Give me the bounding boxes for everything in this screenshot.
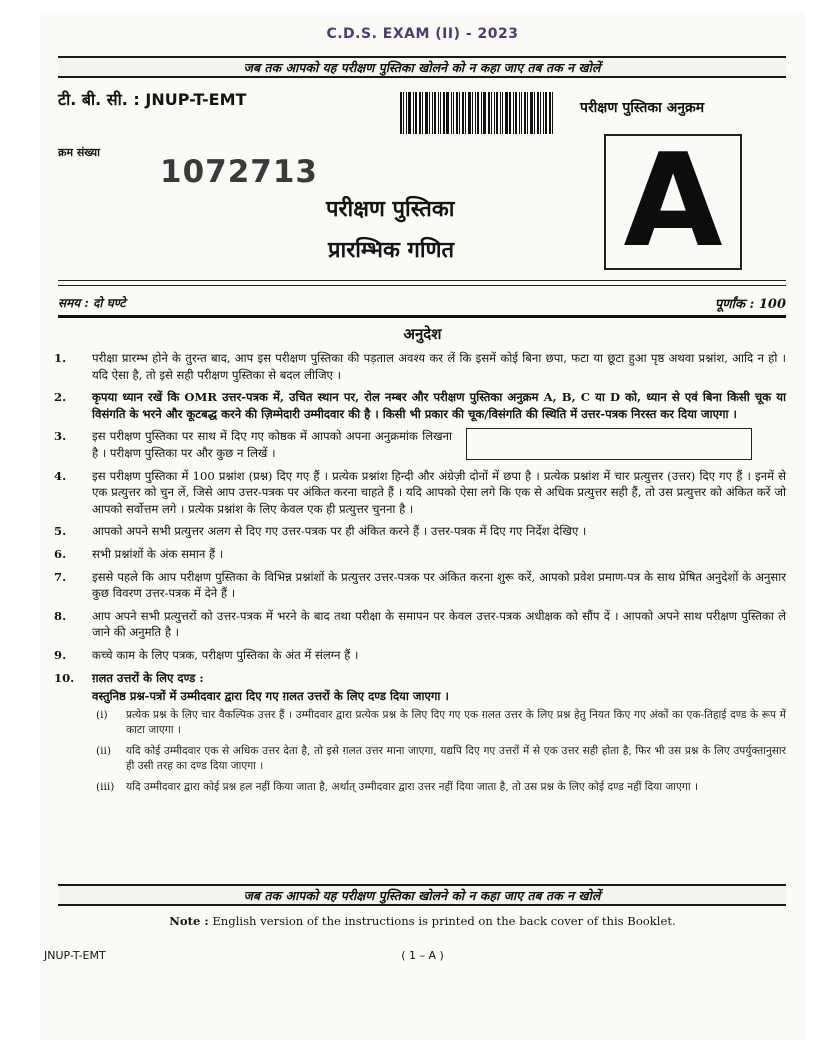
barcode-bar <box>509 92 511 134</box>
barcode-bar <box>552 92 553 134</box>
barcode-bar <box>540 92 541 134</box>
barcode-bar <box>524 92 526 134</box>
instruction-text: आप अपने सभी प्रत्युत्तरों को उत्तर-पत्रक में भरने के बाद तथा परीक्षा के समापन पर केवल उत्तर-पत्रक अधीक्षक को सौंप दें । आपको अपने साथ परीक्षण पुस्तिका ले जाने की अनुमति है । <box>92 608 786 640</box>
barcode-bar <box>459 92 460 134</box>
instruction-item <box>54 523 786 540</box>
divider <box>58 315 786 318</box>
barcode-bar <box>521 92 522 134</box>
barcode-bar <box>425 92 428 134</box>
instruction-item <box>54 350 786 383</box>
booklet-title: परीक्षण पुस्तिका <box>326 196 455 222</box>
barcode-bar <box>505 92 508 134</box>
divider <box>58 285 786 286</box>
barcode-bar <box>419 92 421 134</box>
barcode-bar <box>545 92 547 134</box>
penalty-intro <box>54 688 786 705</box>
bottom-warning-band: जब तक आपको यह परीक्षण पुस्तिका खोलने को न कहा जाए तब तक न खोलें <box>58 884 786 906</box>
barcode-bar <box>491 92 492 134</box>
barcode-bar <box>549 92 551 134</box>
penalty-list <box>54 708 786 795</box>
barcode-bar <box>502 92 503 134</box>
barcode-bar <box>465 92 466 134</box>
penalty-number: (i) <box>96 708 108 721</box>
instruction-text: सभी प्रश्नांशों के अंक समान हैं । <box>92 546 224 561</box>
penalty-item <box>92 708 786 738</box>
instruction-number: 3. <box>54 429 67 444</box>
barcode-bar <box>451 92 452 134</box>
instruction-number: 9. <box>54 647 67 662</box>
instruction-item <box>54 670 786 687</box>
english-version-note <box>40 914 805 928</box>
instruction-text: ग़लत उत्तरों के लिए दण्ड : <box>92 670 204 685</box>
penalty-text: यदि उम्मीदवार द्वारा कोई प्रश्न हल नहीं किया जाता है, अर्थात् उम्मीदवार द्वारा उत्तर नहीं दिया जाता है, तो उस प्रश्न के लिए कोई दण्ड नहीं दिया जाएगा । <box>126 780 698 793</box>
series-letter: A <box>623 127 723 276</box>
top-warning-band: जब तक आपको यह परीक्षण पुस्तिका खोलने को न कहा जाए तब तक न खोलें <box>58 56 786 78</box>
barcode-bar <box>494 92 495 134</box>
instruction-item <box>54 569 786 602</box>
barcode-bar <box>443 92 445 134</box>
penalty-text: यदि कोई उम्मीदवार एक से अधिक उत्तर देता है, तो इसे ग़लत उत्तर माना जाएगा, यद्यपि दिए गए उत्तरों में से एक उत्तर सही होता है, फिर भी उस प्रश्न के लिए उपर्युक्तानुसार ही उसी तरह का दण्ड दिया जाएगा । <box>126 744 786 772</box>
barcode-bar <box>500 92 501 134</box>
barcode-bar <box>440 92 441 134</box>
barcode-bar <box>534 92 535 134</box>
barcode-bar <box>488 92 490 134</box>
penalty-text: प्रत्येक प्रश्न के लिए चार वैकल्पिक उत्तर हैं । उम्मीदवार द्वारा प्रत्येक प्रश्न के लिए दिए गए एक ग़लत उत्तर के लिए प्रश्न हेतु नियत किए गए अंकों का एक-तिहाई दण्ड के रूप में काटा जाएगा । <box>126 708 786 736</box>
serial-number: 1072713 <box>160 154 318 190</box>
barcode-bar <box>422 92 423 134</box>
note-text: English version of the instructions is printed on the back cover of this Booklet. <box>212 914 676 928</box>
serial-label: क्रम संख्या <box>58 146 100 159</box>
barcode-bar <box>413 92 414 134</box>
barcode-bar <box>515 92 517 134</box>
instruction-item <box>54 468 786 518</box>
penalty-intro-text: वस्तुनिष्ठ प्रश्न-पत्रों में उम्मीदवार द्वारा दिए गए ग़लत उत्तरों के लिए दण्ड दिया जाएगा । <box>92 689 449 704</box>
instruction-text: इससे पहले कि आप परीक्षण पुस्तिका के विभिन्न प्रश्नांशों के प्रत्युत्तर उत्तर-पत्रक पर अंकित करना शुरू करें, आपको प्रवेश प्रमाण-पत्र के साथ प्रेषित अनुदेशों के अनुसार कुछ विवरण उत्तर-पत्रक में देने हैं । <box>92 569 786 601</box>
roll-number-box[interactable] <box>466 428 752 460</box>
booklet-cover-page <box>40 12 805 1040</box>
barcode-bar <box>456 92 458 134</box>
instruction-item <box>54 647 786 664</box>
barcode-bar <box>406 92 407 134</box>
booklet-sequence-label: परीक्षण पुस्तिका अनुक्रम <box>580 100 705 116</box>
instruction-text: कृपया ध्यान रखें कि OMR उत्तर-पत्रक में, उचित स्थान पर, रोल नम्बर और परीक्षण पुस्तिका अनुक्रम A, B, C या D को, ध्यान से एवं बिना किसी चूक या विसंगति के भरने और कूटबद्ध करने की ज़िम्मेदारी उम्मीदवार की है । किसी भी प्रकार की चूक/विसंगति की स्थिति में उत्तर-पत्रक निरस्त कर दिया जाएगा । <box>92 390 786 421</box>
barcode-bar <box>481 92 482 134</box>
page-number: ( 1 – A ) <box>401 949 444 962</box>
barcode-bar <box>438 92 439 134</box>
barcode-bar <box>477 92 479 134</box>
barcode-bar <box>446 92 449 134</box>
subject-title: प्रारम्भिक गणित <box>328 237 455 263</box>
instruction-text: इस परीक्षण पुस्तिका पर साथ में दिए गए कोष्ठक में आपको अपना अनुक्रमांक लिखना है । परीक्षण पुस्तिका पर और कुछ न लिखें । <box>92 429 452 460</box>
barcode-bar <box>527 92 528 134</box>
barcode-bar <box>513 92 514 134</box>
barcode-image <box>400 92 572 134</box>
barcode-bar <box>519 92 520 134</box>
barcode-bar <box>415 92 417 134</box>
instruction-number: 10. <box>54 670 75 685</box>
instruction-item <box>54 389 786 422</box>
barcode-bar <box>543 92 544 134</box>
instruction-item <box>54 428 786 461</box>
instruction-number: 1. <box>54 351 67 365</box>
instruction-item <box>54 608 786 641</box>
penalty-item <box>92 780 786 795</box>
instruction-number: 8. <box>54 608 67 623</box>
instructions-list <box>54 350 786 801</box>
instruction-number: 6. <box>54 546 67 561</box>
barcode-bar <box>475 92 476 134</box>
barcode-bar <box>432 92 433 134</box>
barcode-bar <box>472 92 473 134</box>
max-marks-label: पूर्णांक : 100 <box>714 297 786 312</box>
instruction-number: 2. <box>54 390 67 405</box>
barcode-bar <box>400 92 402 134</box>
instruction-number: 4. <box>54 468 67 483</box>
instruction-text: आपको अपने सभी प्रत्युत्तर अलग से दिए गए उत्तर-पत्रक पर ही अंकित करने हैं । उत्तर-पत्रक में दिए गए निर्देश देखिए । <box>92 524 587 539</box>
barcode-bar <box>429 92 430 134</box>
instruction-text: कच्चे काम के लिए पत्रक, परीक्षण पुस्तिका के अंत में संलग्न हैं । <box>92 647 359 662</box>
barcode-bar <box>462 92 464 134</box>
penalty-number: (iii) <box>96 780 115 793</box>
instruction-number: 5. <box>54 524 67 539</box>
instruction-text: परीक्षा प्रारम्भ होने के तुरन्त बाद, आप इस परीक्षण पुस्तिका की पड़ताल अवश्य कर लें कि इसमें कोई बिना छपा, फटा या छूटा हुआ पृष्ठ अथवा प्रश्नांश, आदि न हो । यदि ऐसा है, तो इसे सही परीक्षण पुस्तिका से बदल लीजिए । <box>92 351 786 382</box>
barcode-bar <box>408 92 411 134</box>
barcode-bar <box>434 92 436 134</box>
divider <box>58 280 786 281</box>
barcode-bar <box>530 92 533 134</box>
barcode-bar <box>453 92 454 134</box>
instruction-item <box>54 546 786 563</box>
time-label: समय : दो घण्टे <box>58 296 126 310</box>
instructions-heading: अनुदेश <box>403 325 442 343</box>
barcode-bar <box>496 92 498 134</box>
series-box <box>604 127 742 276</box>
note-label: Note : <box>169 914 209 928</box>
penalty-item <box>92 744 786 774</box>
tbc-code: टी. बी. सी. : JNUP-T-EMT <box>58 90 247 109</box>
footer-code: JNUP-T-EMT <box>44 949 106 962</box>
barcode-bar <box>537 92 539 134</box>
barcode-bar <box>483 92 486 134</box>
barcode-bar <box>468 92 471 134</box>
penalty-number: (ii) <box>96 744 112 757</box>
instruction-text: इस परीक्षण पुस्तिका में 100 प्रश्नांश (प्रश्न) दिए गए हैं । प्रत्येक प्रश्नांश हिन्दी और अंग्रेज़ी दोनों में छपा है । प्रत्येक प्रश्नांश में चार प्रत्युत्तर (उत्तर) दिए गए हैं । इनमें से एक प्रत्युत्तर को चुन लें, जिसे आप उत्तर-पत्रक पर अंकित करना चाहते हैं । यदि आपको ऐसा लगे कि एक से अधिक प्रत्युत्तर सही हैं, तो उस प्रत्युत्तर को अंकित करें जो आपको सर्वोत्तम लगे । प्रत्येक प्रश्नांश के लिए केवल एक ही प्रत्युत्तर चुनना है । <box>92 468 786 516</box>
exam-title: C.D.S. EXAM (II) - 2023 <box>326 26 519 42</box>
barcode-bar <box>403 92 404 134</box>
instruction-number: 7. <box>54 569 67 584</box>
